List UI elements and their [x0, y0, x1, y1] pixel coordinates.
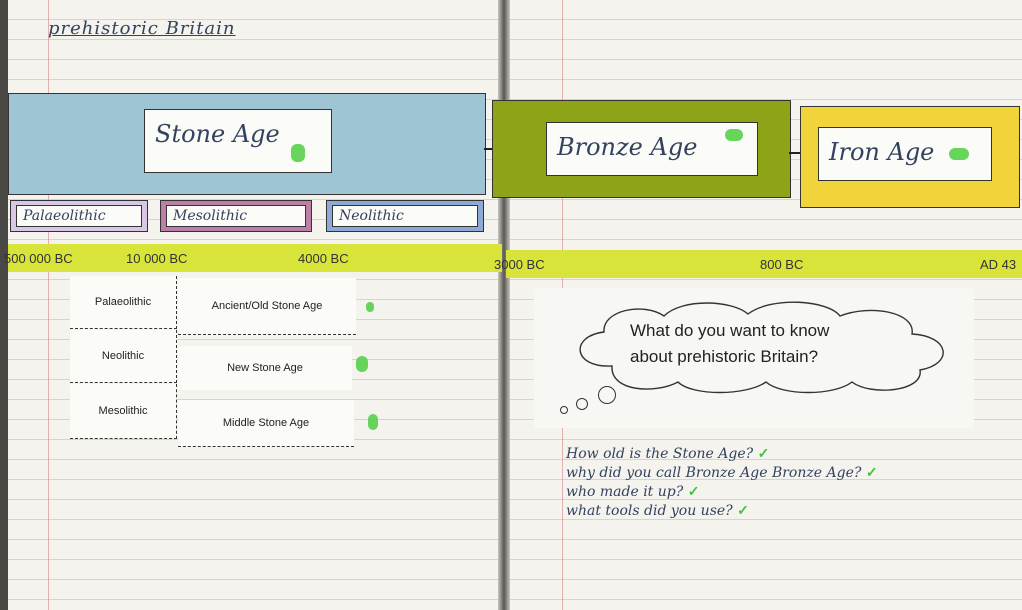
iron-age-label: Iron Age	[829, 138, 935, 166]
question-text: How old is the Stone Age?	[566, 446, 754, 462]
term-cell: Neolithic	[70, 330, 177, 383]
date-label: 3000 BC	[494, 257, 545, 272]
notebook-spine	[498, 0, 510, 610]
stone-age-label-card	[144, 109, 332, 173]
iron-age-label-card	[818, 127, 992, 181]
green-tick-mark	[949, 148, 969, 160]
bronze-age-label: Bronze Age	[557, 133, 698, 161]
term-cell: Palaeolithic	[70, 276, 177, 329]
question-text: what tools did you use?	[566, 503, 733, 519]
date-label: 500 000 BC	[4, 251, 73, 266]
bubble-dot	[560, 406, 568, 414]
green-tick-icon: ✓	[737, 503, 749, 519]
palaeolithic-box	[10, 200, 148, 232]
bubble-dot	[576, 398, 588, 410]
green-tick-icon: ✓	[865, 465, 878, 481]
meaning-cell: Middle Stone Age	[178, 400, 354, 447]
question-text: why did you call Bronze Age Bronze Age?	[566, 465, 862, 481]
green-tick-mark	[356, 356, 368, 372]
green-tick-icon: ✓	[687, 484, 700, 500]
question-line	[566, 465, 878, 481]
term-cell: Mesolithic	[70, 384, 177, 439]
margin-line	[48, 0, 49, 610]
stone-age-label: Stone Age	[155, 120, 280, 148]
bubble-dot	[598, 386, 616, 404]
question-text: who made it up?	[566, 484, 684, 500]
bronze-age-label-card	[546, 122, 758, 176]
question-line	[566, 484, 699, 500]
date-label: 10 000 BC	[126, 251, 188, 266]
green-tick-mark	[291, 144, 305, 162]
thought-bubble-text	[630, 318, 930, 370]
neolithic-box	[326, 200, 484, 232]
date-strip-right	[494, 250, 1022, 278]
meaning-cell: New Stone Age	[178, 346, 352, 390]
meaning-cell: Ancient/Old Stone Age	[178, 278, 356, 335]
page-title-handwritten: prehistoric Britain	[48, 18, 236, 39]
palaeolithic-label: Palaeolithic	[23, 208, 106, 224]
mesolithic-label: Mesolithic	[173, 208, 248, 224]
green-tick-mark	[366, 302, 374, 312]
green-tick-icon: ✓	[757, 446, 770, 462]
green-tick-mark	[368, 414, 378, 430]
neolithic-label: Neolithic	[339, 208, 404, 224]
mesolithic-box	[160, 200, 312, 232]
date-label: 4000 BC	[298, 251, 349, 266]
date-label: 800 BC	[760, 257, 804, 272]
date-strip-left	[4, 244, 502, 272]
thought-bubble-line: What do you want to know	[630, 321, 830, 340]
green-tick-mark	[725, 129, 743, 141]
date-label: AD 43	[980, 257, 1017, 272]
thought-bubble-line: about prehistoric Britain?	[630, 347, 819, 366]
question-line	[566, 446, 769, 462]
question-line	[566, 503, 749, 519]
